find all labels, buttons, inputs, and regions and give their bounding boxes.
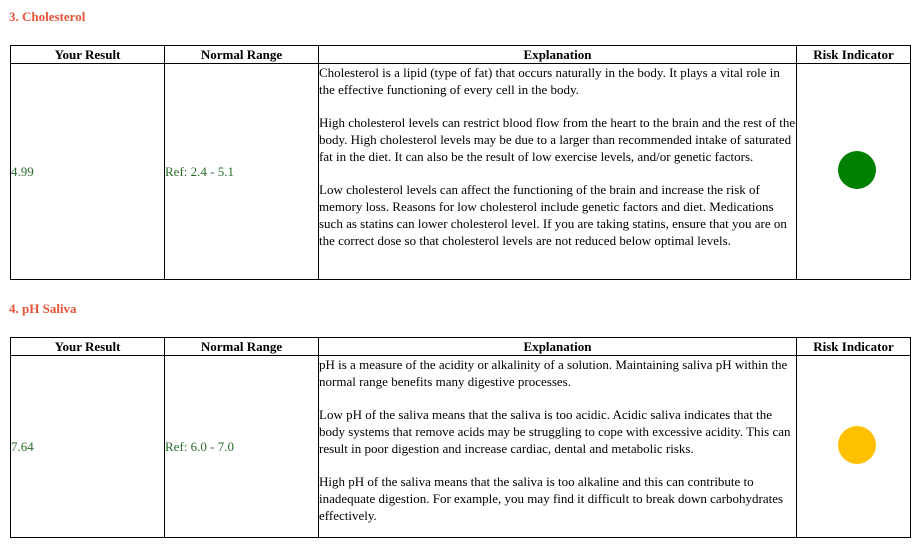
section-title-ph-saliva: 4. pH Saliva	[9, 301, 77, 316]
normal-range-value: Ref: 2.4 - 5.1	[165, 64, 319, 280]
table-header-row	[11, 338, 911, 356]
explanation-cell	[319, 356, 797, 538]
cholesterol-table	[10, 45, 911, 280]
header-risk-indicator: Risk Indicator	[797, 46, 911, 64]
risk-indicator-cell	[797, 64, 911, 280]
section-title-cholesterol: 3. Cholesterol	[9, 9, 86, 24]
header-normal-range: Normal Range	[165, 46, 319, 64]
normal-range-value: Ref: 6.0 - 7.0	[165, 356, 319, 538]
table-header-row	[11, 46, 911, 64]
result-value: 7.64	[11, 356, 165, 538]
header-risk-indicator: Risk Indicator	[797, 338, 911, 356]
explanation-paragraph: Cholesterol is a lipid (type of fat) that occurs naturally in the body. It plays a vital role in the effective functioning of every cell in the body.	[319, 65, 780, 97]
result-value: 4.99	[11, 64, 165, 280]
explanation-paragraph: pH is a measure of the acidity or alkalinity of a solution. Maintaining saliva pH within the normal range benefits many digestive processes.	[319, 357, 788, 389]
header-explanation: Explanation	[319, 338, 797, 356]
header-normal-range: Normal Range	[165, 338, 319, 356]
risk-indicator-cell	[797, 356, 911, 538]
header-explanation: Explanation	[319, 46, 797, 64]
explanation-paragraph: High pH of the saliva means that the saliva is too alkaline and this can contribute to inadequate digestion. For example, you may find it difficult to break down carbohydrates effectively.	[319, 474, 784, 523]
ph-saliva-table	[10, 337, 911, 538]
explanation-paragraph: Low cholesterol levels can affect the functioning of the brain and increase the risk of memory loss. Reasons for low cholesterol include genetic factors and diet. Medications such as statins can lower cholesterol level. If you are taking statins, ensure that you are on the correct dose so that cholesterol levels are not reduced below optimal levels.	[319, 182, 787, 248]
explanation-cell	[319, 64, 797, 280]
green-risk-icon	[838, 151, 876, 189]
table-row	[11, 64, 911, 280]
explanation-paragraph: High cholesterol levels can restrict blood flow from the heart to the brain and the rest of the body. High cholesterol levels may be due to a larger than recommended intake of saturated fat in the diet. It can also be the result of low exercise levels, and/or genetic factors.	[319, 115, 796, 164]
explanation-paragraph: Low pH of the saliva means that the saliva is too acidic. Acidic saliva indicates that the body systems that remove acids may be struggling to cope with excessive acidity. This can result in poor digestion and increase cardiac, dental and metabolic risks.	[319, 407, 791, 456]
header-your-result: Your Result	[11, 338, 165, 356]
amber-risk-icon	[838, 426, 876, 464]
table-row	[11, 356, 911, 538]
header-your-result: Your Result	[11, 46, 165, 64]
